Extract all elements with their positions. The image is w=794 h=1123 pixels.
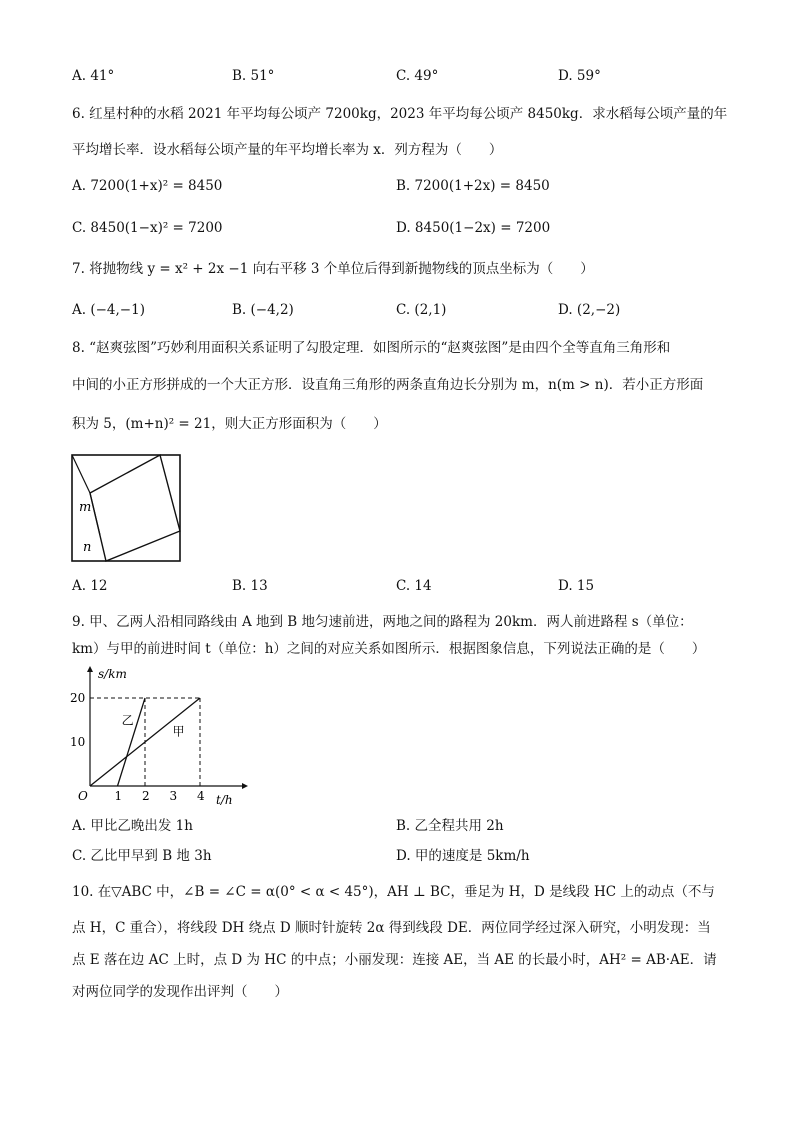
x-tick-label: 3	[169, 789, 178, 803]
q8-option-a[interactable]: A. 12	[72, 578, 108, 594]
series-yi-line	[118, 698, 146, 786]
y-axis-label: s/km	[98, 667, 127, 681]
inner-square	[90, 455, 180, 561]
q10-stem-line-1: 10. 在▽ABC 中，∠B = ∠C = α(0° < α < 45°)，AH ⊥ BC，垂足为 H，D 是线段 HC 上的动点（不与	[72, 884, 715, 900]
q5-option-b[interactable]: B. 51°	[232, 68, 275, 84]
q7-option-a[interactable]: A. (−4,−1)	[72, 302, 145, 318]
q10-stem-line-3: 点 E 落在边 AC 上时，点 D 为 HC 的中点；小丽发现：连接 AE，当 AE 的长最小时，AH² = AB·AE．请	[72, 952, 717, 968]
x-tick-label: 2	[142, 789, 150, 803]
q10-stem-line-4: 对两位同学的发现作出评判（ ）	[72, 984, 288, 1000]
x-tick-label: 4	[197, 789, 205, 803]
y-axis-arrow	[87, 666, 93, 672]
zhao-shuang-figure	[70, 453, 184, 563]
x-tick-label: 1	[114, 789, 123, 803]
q9-option-b[interactable]: B. 乙全程共用 2h	[396, 818, 504, 834]
q5-option-d[interactable]: D. 59°	[558, 68, 601, 84]
q6-option-c[interactable]: C. 8450(1−x)² = 7200	[72, 220, 223, 236]
q8-stem-line-1: 8. “赵爽弦图”巧妙利用面积关系证明了勾股定理．如图所示的“赵爽弦图”是由四个全等直角三角形和	[72, 340, 671, 356]
q6-option-b[interactable]: B. 7200(1+2x) = 8450	[396, 178, 550, 194]
q5-option-a[interactable]: A. 41°	[72, 68, 115, 84]
distance-time-graph	[66, 662, 256, 810]
y-tick-label: 20	[70, 691, 86, 705]
y-tick-label: 10	[70, 735, 86, 749]
q9-stem-line-1: 9. 甲、乙两人沿相同路线由 A 地到 B 地匀速前进，两地之间的路程为 20km．两人前进路程 s（单位：	[72, 614, 693, 630]
series-jia-label: 甲	[172, 724, 185, 739]
q9-stem-line-2: km）与甲的前进时间 t（单位：h）之间的对应关系如图所示．根据图象信息，下列说法正确的是（ ）	[72, 641, 706, 657]
series-jia-line	[90, 698, 200, 786]
series-yi-label: 乙	[121, 713, 134, 728]
q7-option-c[interactable]: C. (2,1)	[396, 302, 447, 318]
q6-option-d[interactable]: D. 8450(1−2x) = 7200	[396, 220, 551, 236]
x-axis-label: t/h	[216, 793, 233, 807]
q5-option-c[interactable]: C. 49°	[396, 68, 439, 84]
q9-option-a[interactable]: A. 甲比乙晚出发 1h	[72, 818, 193, 834]
q8-stem-line-3: 积为 5，(m+n)² = 21，则大正方形面积为（ ）	[72, 416, 387, 432]
x-axis-arrow	[242, 783, 248, 789]
q9-option-c[interactable]: C. 乙比甲早到 B 地 3h	[72, 848, 212, 864]
q7-stem: 7. 将抛物线 y = x² + 2x −1 向右平移 3 个单位后得到新抛物线的顶点坐标为（ ）	[72, 261, 594, 277]
q7-option-d[interactable]: D. (2,−2)	[558, 302, 621, 318]
q10-stem-line-2: 点 H，C 重合），将线段 DH 绕点 D 顺时针旋转 2α 得到线段 DE．两位同学经过深入研究，小明发现：当	[72, 920, 711, 936]
q6-stem-line-2: 平均增长率．设水稻每公顷产量的年平均增长率为 x．列方程为（ ）	[72, 142, 503, 158]
q6-stem-line-1: 6. 红星村种的水稻 2021 年平均每公顷产 7200kg，2023 年平均每公顷产 8450kg．求水稻每公顷产量的年	[72, 106, 728, 122]
label-m: m	[79, 500, 92, 515]
q8-stem-line-2: 中间的小正方形拼成的一个大正方形．设直角三角形的两条直角边长分别为 m，n(m > n)．若小正方形面	[72, 377, 704, 393]
triangle-leg-1	[72, 455, 90, 493]
q6-option-a[interactable]: A. 7200(1+x)² = 8450	[72, 178, 223, 194]
origin-label: O	[78, 789, 88, 803]
q9-option-d[interactable]: D. 甲的速度是 5km/h	[396, 848, 530, 864]
q8-option-b[interactable]: B. 13	[232, 578, 268, 594]
q7-option-b[interactable]: B. (−4,2)	[232, 302, 294, 318]
q8-option-c[interactable]: C. 14	[396, 578, 432, 594]
q8-option-d[interactable]: D. 15	[558, 578, 595, 594]
label-n: n	[83, 540, 92, 555]
